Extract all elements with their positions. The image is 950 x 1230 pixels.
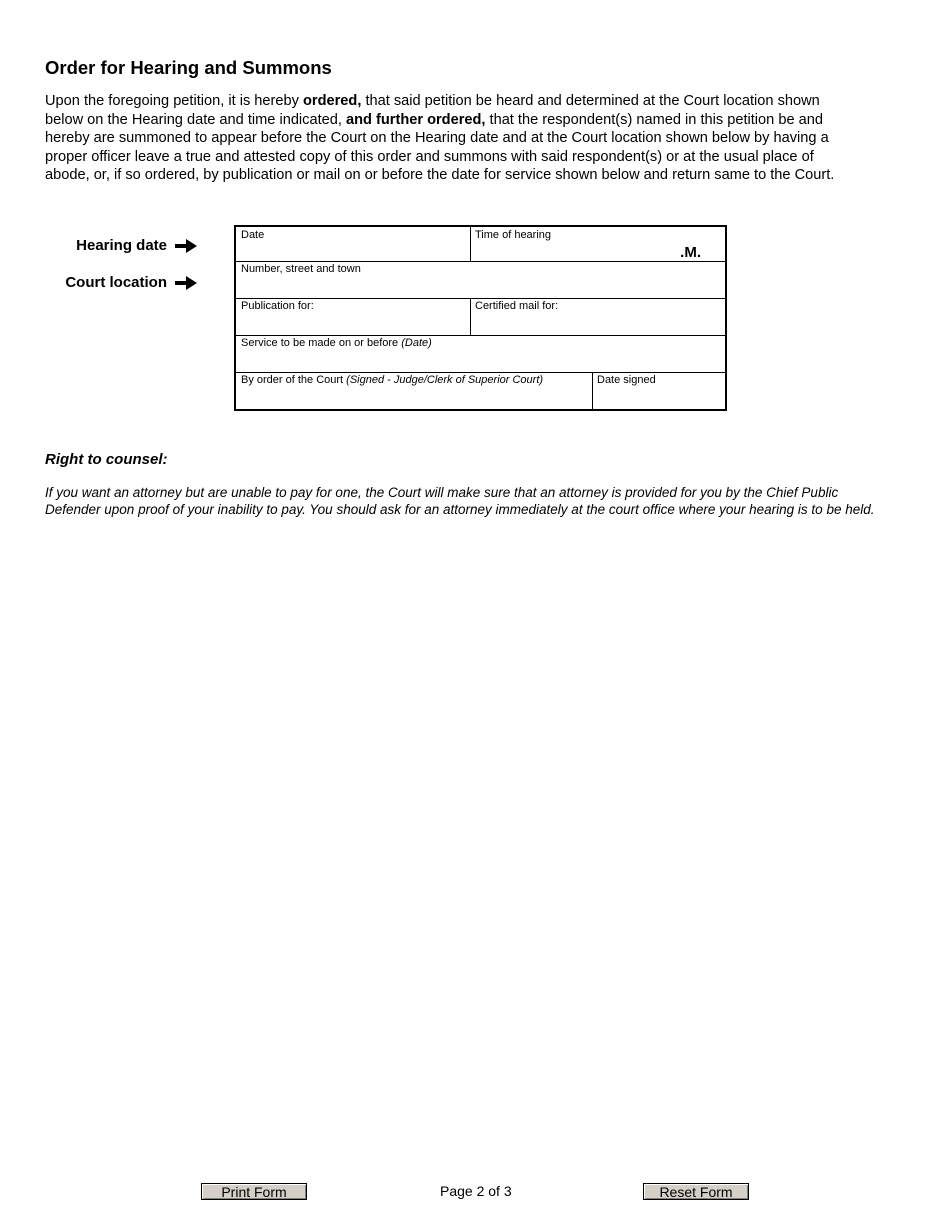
publication-field[interactable] xyxy=(236,298,470,335)
court-location-field[interactable] xyxy=(236,261,725,298)
hearing-date-label: Hearing date xyxy=(76,237,197,254)
location-label: Number, street and town xyxy=(241,263,361,275)
date-signed-field[interactable] xyxy=(592,372,725,411)
court-location-label: Court location xyxy=(65,274,197,291)
right-to-counsel-heading: Right to counsel: xyxy=(45,451,168,468)
court-signature-field[interactable] xyxy=(236,372,592,411)
certified-mail-field[interactable] xyxy=(470,298,725,335)
time-suffix: .M. xyxy=(680,244,701,261)
intro-line-2: below on the Hearing date and time indicated, and further ordered, that the respondent(s) named in this petition be and xyxy=(45,111,823,128)
service-label: Service to be made on or before (Date) xyxy=(241,337,432,349)
page-title: Order for Hearing and Summons xyxy=(45,57,332,78)
right-to-counsel-line-2: Defender upon proof of your inability to pay. You should ask for an attorney immediately at the court office where your hearing is to be held. xyxy=(45,501,875,517)
intro-line-4: proper officer leave a true and attested copy of this order and summons with said respondent(s) or at the usual place of xyxy=(45,148,814,165)
hearing-date-field[interactable] xyxy=(236,227,470,261)
right-arrow-icon xyxy=(175,276,197,290)
intro-line-3: hereby are summoned to appear before the Court on the Hearing date and at the Court location shown below by having a xyxy=(45,130,829,147)
order-label: By order of the Court (Signed - Judge/Clerk of Superior Court) xyxy=(241,374,544,386)
date-label: Date xyxy=(241,229,265,241)
service-date-field[interactable] xyxy=(236,335,725,372)
certified-mail-label: Certified mail for: xyxy=(475,300,559,312)
right-arrow-icon xyxy=(175,239,197,253)
reset-form-button[interactable]: Reset Form xyxy=(643,1183,749,1200)
intro-paragraph xyxy=(45,92,905,185)
print-form-button[interactable]: Print Form xyxy=(201,1183,307,1200)
right-to-counsel-text xyxy=(45,485,875,518)
time-of-hearing-label: Time of hearing xyxy=(475,229,552,241)
intro-line-1: Upon the foregoing petition, it is hereby ordered, that said petition be heard and determined at the Court location shown xyxy=(45,93,820,109)
date-signed-label: Date signed xyxy=(597,374,656,386)
time-of-hearing-field[interactable] xyxy=(470,227,725,261)
page-number: Page 2 of 3 xyxy=(440,1183,512,1199)
intro-line-5: abode, or, if so ordered, by publication or mail on or before the date for service shown below and return same to the Court. xyxy=(45,167,835,184)
publication-label: Publication for: xyxy=(241,300,314,312)
right-to-counsel-line-1: If you want an attorney but are unable to pay for one, the Court will make sure that an attorney is provided for you by the Chief Public xyxy=(45,485,839,500)
hearing-form-table xyxy=(234,225,727,411)
